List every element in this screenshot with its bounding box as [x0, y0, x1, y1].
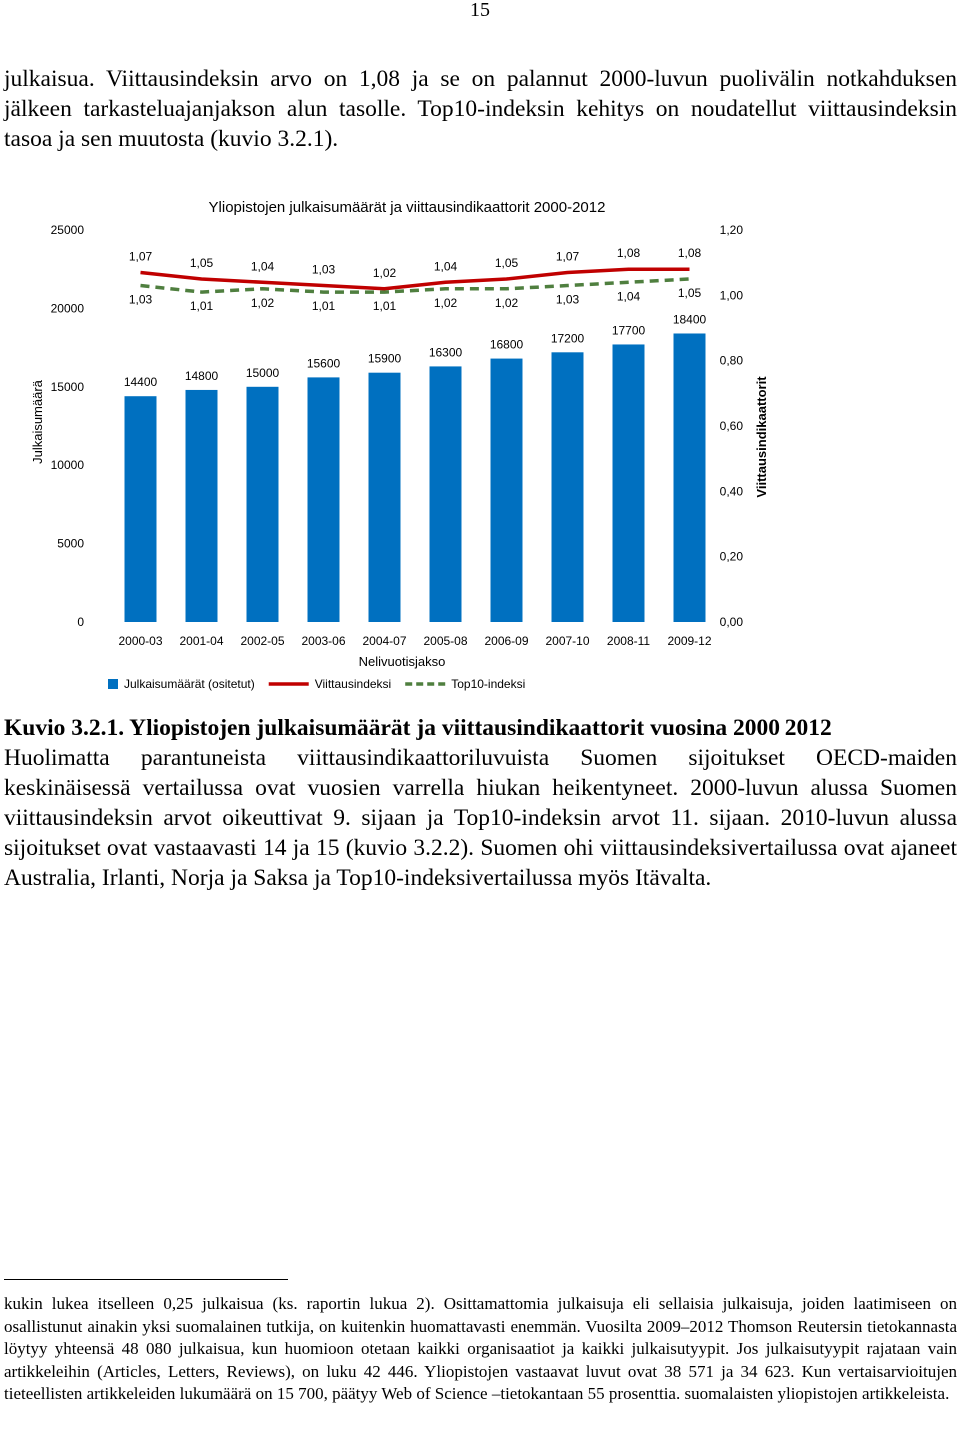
- bar: [186, 390, 218, 622]
- bar-value-label: 14800: [184, 368, 219, 383]
- body-paragraph: Huolimatta parantuneista viittausindikaattoriluvuista Suomen sijoitukset OECD-maiden keskinäisessä vertailussa ovat vuosien varrella hiukan heikentyneet. 2000-luvun alussa Suomen viittausindeksin arvot oikeuttivat 9. sijaan ja Top10-indeksin arvot 11. sijaan. 2010-luvun alussa sijoitukset ovat vastaavasti 14 ja 15 (kuvio 3.2.2). Suomen ohi viittausindeksivertailussa ovat ajaneet Australia, Irlanti, Norja ja Saksa ja Top10-indeksivertailussa myös Itävalta.: [4, 745, 957, 891]
- legend-swatch-bar: [108, 679, 118, 689]
- bar-value-label: 16800: [489, 337, 524, 352]
- legend-label: Top10-indeksi: [451, 677, 526, 691]
- line-value-label: 1,01: [372, 299, 397, 314]
- bar-value-label: 17200: [550, 331, 585, 346]
- bar: [552, 352, 584, 622]
- chart-title: Yliopistojen julkaisumäärät ja viittausindikaattorit 2000-2012: [208, 199, 606, 216]
- x-tick-label: 2000-03: [118, 634, 163, 648]
- chart-legend: [108, 677, 525, 691]
- line-value-label: 1,01: [189, 299, 214, 314]
- y-tick-label: 25000: [50, 223, 84, 237]
- x-axis-label: Nelivuotisjakso: [358, 654, 446, 669]
- bar-value-label: 16300: [428, 345, 463, 360]
- bar: [125, 396, 157, 622]
- x-tick-label: 2009-12: [667, 634, 712, 648]
- x-tick-label: 2002-05: [240, 634, 285, 648]
- y-tick-label: 0: [77, 615, 84, 629]
- y2-axis-label: Viittausindikaattorit: [754, 376, 769, 498]
- line-value-label: 1,01: [311, 299, 336, 314]
- line-value-label: 1,05: [494, 256, 519, 270]
- y2-tick-label: 0,00: [719, 615, 743, 629]
- line-value-label: 1,04: [616, 289, 641, 304]
- line-value-label: 1,03: [128, 292, 153, 307]
- footnote-separator: [4, 1279, 288, 1280]
- line-value-label: 1,07: [555, 249, 580, 264]
- line-value-label: 1,05: [189, 256, 214, 270]
- bar-value-label: 15900: [367, 351, 402, 366]
- page-number: 15: [470, 0, 490, 21]
- y-tick-label: 15000: [50, 379, 84, 394]
- y2-tick-label: 1,20: [719, 223, 743, 237]
- line-value-label: 1,02: [250, 295, 275, 310]
- line-value-label: 1,03: [555, 292, 580, 307]
- y2-tick-label: 0,40: [719, 484, 743, 499]
- y-tick-label: 5000: [57, 536, 84, 551]
- legend-label: Julkaisumäärät (ositetut): [124, 677, 255, 691]
- y-tick-label: 10000: [50, 458, 84, 473]
- line-value-label: 1,04: [433, 259, 458, 274]
- line-value-label: 1,02: [372, 265, 397, 280]
- bar: [491, 359, 523, 622]
- y-axis-label: Julkaisumäärä: [30, 380, 45, 464]
- line-value-label: 1,02: [433, 295, 458, 310]
- y2-tick-label: 0,20: [719, 549, 743, 564]
- x-tick-label: 2001-04: [179, 634, 224, 648]
- bar: [308, 377, 340, 622]
- bar: [430, 366, 462, 622]
- x-tick-label: 2003-06: [301, 634, 346, 648]
- line-value-label: 1,05: [677, 286, 702, 300]
- x-tick-label: 2008-11: [606, 634, 651, 648]
- bar-value-label: 18400: [672, 312, 707, 327]
- publication-chart: [20, 182, 780, 702]
- line-value-label: 1,08: [616, 246, 641, 261]
- bar: [247, 387, 279, 622]
- y2-tick-label: 0,80: [719, 353, 743, 368]
- y-tick-label: 20000: [50, 301, 84, 316]
- y2-tick-label: 1,00: [719, 288, 743, 303]
- bar-value-label: 17700: [611, 323, 646, 338]
- line-value-label: 1,07: [128, 249, 153, 264]
- bar: [674, 333, 706, 622]
- bar-value-label: 14400: [123, 375, 158, 390]
- line-value-label: 1,03: [311, 262, 336, 277]
- legend-label: Viittausindeksi: [314, 677, 392, 691]
- x-tick-label: 2006-09: [484, 634, 529, 648]
- line-value-label: 1,08: [677, 246, 702, 261]
- viittausindeksi-line: [141, 269, 690, 289]
- y2-tick-label: 0,60: [719, 419, 743, 433]
- bar: [613, 344, 645, 622]
- footnote: kukin lukea itselleen 0,25 julkaisua (ks. raportin lukua 2). Osittamattomia julkaisuja eli sellaisia julkaisuja, joiden laatimiseen on osallistunut ainakin yksi suomalainen tutkija, on kuitenkin huomattavasti enemmän. Vuosilta 2009–2012 Thomson Reutersin tietokannasta löytyy yhteensä 48 080 julkaisua, kun huomioon otetaan kaikki organisaatiot ja kaikki julkaisutyypit. Jos julkaisutyypit rajataan vain artikkeleihin (Articles, Letters, Reviews), on luku 42 446. Yliopistojen vastaavat luvut ovat 38 571 ja 34 623. Kun vertaisarvioitujen tieteellisten artikkeleiden lukumäärä on 15 700, päätyy Web of Science –tietokantaan 55 prosenttia. suomalaisten yliopistojen artikkeleista.: [4, 1294, 957, 1403]
- line-value-label: 1,02: [494, 295, 519, 310]
- bar: [369, 373, 401, 622]
- bar-value-label: 15600: [306, 356, 341, 371]
- line-value-label: 1,04: [250, 259, 275, 274]
- bar-value-label: 15000: [245, 365, 280, 380]
- intro-paragraph: julkaisua. Viittausindeksin arvo on 1,08 ja se on palannut 2000-luvun puolivälin notkahduksen jälkeen tarkasteluajanjakson alun tasolle. Top10-indeksin kehitys on noudatellut viittausindeksin tasoa ja sen muutosta (kuvio 3.2.1).: [4, 66, 957, 152]
- figure-caption: Kuvio 3.2.1. Yliopistojen julkaisumäärät ja viittausindikaattorit vuosina 2000 2012: [4, 715, 832, 741]
- x-tick-label: 2004-07: [362, 634, 407, 648]
- x-tick-label: 2007-10: [545, 634, 590, 648]
- x-tick-label: 2005-08: [423, 634, 468, 648]
